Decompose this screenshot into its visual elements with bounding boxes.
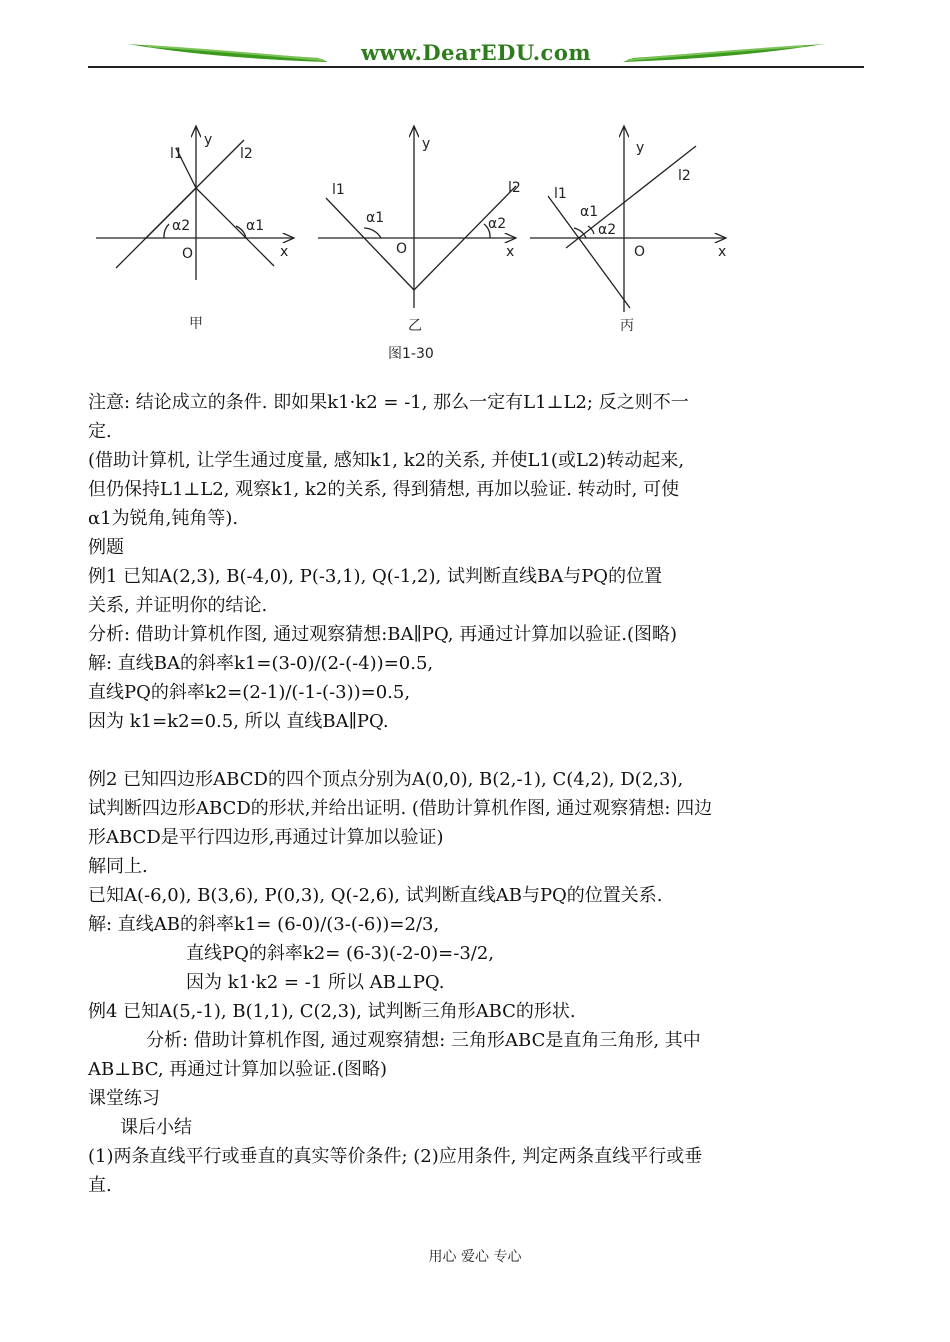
activity-line-3: α1为锐角,钝角等). (88, 508, 239, 529)
example1-solution-3: 因为 k1=k2=0.5, 所以 直线BA∥PQ. (88, 711, 389, 732)
panel3-l1-label: l1 (554, 186, 567, 202)
panel2-l1-label: l1 (332, 182, 345, 198)
example2-line-2: 试判断四边形ABCD的形状,并给出证明. (借助计算机作图, 通过观察猜想: 四边 (88, 798, 713, 819)
panel3-a1-label: α1 (580, 204, 599, 220)
line-diagrams (96, 118, 736, 368)
examples-heading: 例题 (88, 537, 124, 558)
example1-line-1: 例1 已知A(2,3), B(-4,0), P(-3,1), Q(-1,2), 试判断直线BA与PQ的位置 (88, 566, 663, 587)
example3-line: 已知A(-6,0), B(3,6), P(0,3), Q(-2,6), 试判断直线AB与PQ的位置关系. (88, 885, 663, 906)
panel1-l1-label: l1 (170, 146, 183, 162)
summary-heading: 课后小结 (120, 1117, 192, 1138)
activity-line-1: (借助计算机, 让学生通过度量, 感知k1, k2的关系, 并使L1(或L2)转动起来, (88, 450, 685, 471)
panel2-a1-label: α1 (366, 210, 385, 226)
example2-solution: 解同上. (88, 856, 148, 877)
panel3-y-label: y (636, 140, 645, 156)
panel3-l2-label: l2 (678, 168, 691, 184)
panel3-caption: 丙 (620, 318, 634, 334)
panel3-x-label: x (718, 244, 727, 260)
panel1-y-label: y (204, 132, 213, 148)
example3-solution-1: 解: 直线AB的斜率k1= (6-0)/(3-(-6))=2/3, (88, 914, 440, 935)
summary-line-2: 直. (88, 1175, 112, 1196)
panel3-a2-label: α2 (598, 222, 617, 238)
example1-analysis: 分析: 借助计算机作图, 通过观察猜想:BA∥PQ, 再通过计算加以验证.(图略) (88, 624, 678, 645)
panel1-a2-label: α2 (172, 218, 191, 234)
example4-line: 例4 已知A(5,-1), B(1,1), C(2,3), 试判断三角形ABC的形状. (88, 1001, 576, 1022)
panel2-y-label: y (422, 136, 431, 152)
example2-line-1: 例2 已知四边形ABCD的四个顶点分别为A(0,0), B(2,-1), C(4,2), D(2,3), (88, 769, 684, 790)
panel1-caption: 甲 (189, 316, 203, 332)
example1-line-2: 关系, 并证明你的结论. (88, 595, 268, 616)
body-text (88, 388, 864, 1200)
panel1-x-label: x (280, 244, 289, 260)
summary-line-1: (1)两条直线平行或垂直的真实等价条件; (2)应用条件, 判定两条直线平行或垂 (88, 1146, 703, 1167)
example4-analysis-1: 分析: 借助计算机作图, 通过观察猜想: 三角形ABC是直角三角形, 其中 (146, 1030, 701, 1051)
site-header (88, 36, 864, 70)
panel3-origin-label: O (634, 244, 646, 260)
practice-heading: 课堂练习 (88, 1088, 160, 1109)
site-url: www.DearEDU.com (360, 40, 592, 65)
page-footer: 用心 爱心 专心 (428, 1249, 522, 1265)
panel1-l2-label: l2 (240, 146, 253, 162)
example2-line-3: 形ABCD是平行四边形,再通过计算加以验证) (88, 827, 444, 848)
example3-solution-2: 直线PQ的斜率k2= (6-3)(-2-0)=-3/2, (186, 943, 495, 964)
panel2-x-label: x (506, 244, 515, 260)
example1-solution-1: 解: 直线BA的斜率k1=(3-0)/(2-(-4))=0.5, (88, 653, 434, 674)
panel2-caption: 乙 (408, 318, 422, 334)
figure-caption: 图1-30 (388, 346, 434, 362)
panel1-a1-label: α1 (246, 218, 265, 234)
panel2-a2-label: α2 (488, 216, 507, 232)
example4-analysis-2: AB⊥BC, 再通过计算加以验证.(图略) (88, 1059, 388, 1080)
figure-1-30 (96, 118, 736, 368)
note-line-1: 注意: 结论成立的条件. 即如果k1·k2 = -1, 那么一定有L1⊥L2; 反之则不一 (88, 392, 689, 413)
panel2-l2-label: l2 (508, 180, 521, 196)
example1-solution-2: 直线PQ的斜率k2=(2-1)/(-1-(-3))=0.5, (88, 682, 411, 703)
example3-solution-3: 因为 k1·k2 = -1 所以 AB⊥PQ. (186, 972, 445, 993)
header-rule (88, 66, 864, 68)
activity-line-2: 但仍保持L1⊥L2, 观察k1, k2的关系, 得到猜想, 再加以验证. 转动时, 可使 (88, 479, 680, 500)
panel1-origin-label: O (182, 246, 194, 262)
note-line-2: 定. (88, 421, 112, 442)
panel2-origin-label: O (396, 241, 408, 257)
